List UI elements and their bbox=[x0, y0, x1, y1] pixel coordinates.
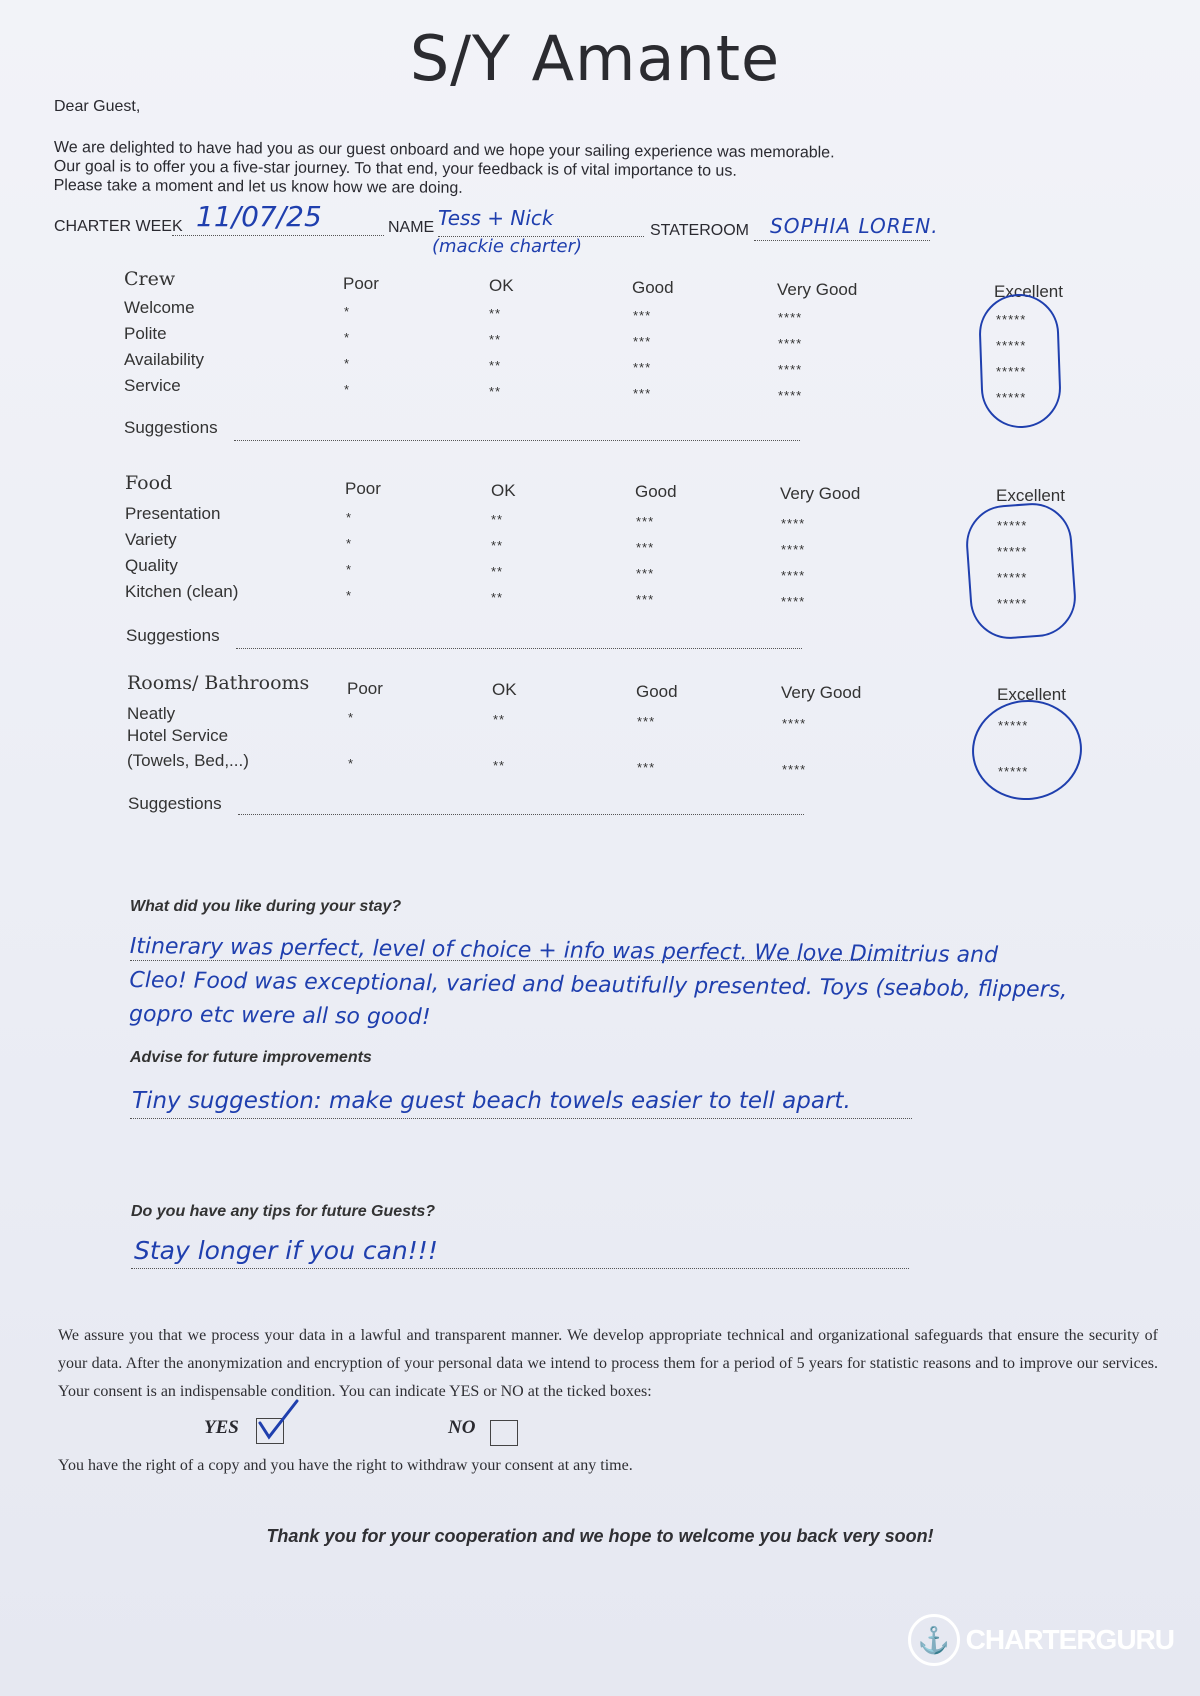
intro-line: Our goal is to offer you a five-star journey. To that end, your feedback is of vital importance to us. bbox=[53, 157, 737, 180]
star-option[interactable]: **** bbox=[778, 362, 803, 377]
improvements-answer[interactable]: Tiny suggestion: make guest beach towels easier to tell apart. bbox=[132, 1088, 851, 1114]
star-option[interactable]: ** bbox=[489, 384, 502, 399]
star-option[interactable]: * bbox=[344, 382, 351, 397]
star-option[interactable]: *** bbox=[636, 540, 655, 555]
liked-answer-line: Cleo! Food was exceptional, varied and beautifully presented. Toys (seabob, flippers, bbox=[129, 967, 1068, 1003]
row-label: Availability bbox=[124, 350, 205, 369]
form-title: S/Y Amante bbox=[409, 22, 781, 95]
star-option[interactable]: *** bbox=[636, 592, 655, 607]
star-option[interactable]: ***** bbox=[996, 312, 1027, 327]
row-label: Presentation bbox=[125, 504, 221, 523]
star-option[interactable]: * bbox=[344, 304, 351, 319]
charterguru-watermark bbox=[908, 1614, 1174, 1666]
star-option[interactable]: *** bbox=[633, 386, 652, 401]
name-label: NAME bbox=[388, 219, 435, 236]
star-option[interactable]: ** bbox=[489, 332, 502, 347]
star-option[interactable]: ***** bbox=[998, 764, 1029, 779]
stateroom-value[interactable]: SOPHIA LOREN. bbox=[770, 214, 939, 238]
col-excellent: Excellent bbox=[994, 282, 1063, 301]
row-label: Polite bbox=[124, 324, 167, 343]
row-label: Variety bbox=[125, 530, 177, 549]
star-option[interactable]: **** bbox=[781, 568, 806, 583]
liked-answer[interactable] bbox=[129, 930, 1170, 1043]
col-good: Good bbox=[632, 278, 674, 297]
tips-answer[interactable]: Stay longer if you can!!! bbox=[134, 1236, 438, 1265]
liked-question: What did you like during your stay? bbox=[130, 898, 402, 915]
anchor-icon: ⚓ bbox=[908, 1614, 960, 1666]
row-label: Quality bbox=[125, 556, 178, 575]
star-option[interactable]: ***** bbox=[997, 544, 1028, 559]
star-option[interactable]: ***** bbox=[998, 718, 1029, 733]
col-ok: OK bbox=[492, 680, 517, 699]
row-label: Kitchen (clean) bbox=[125, 582, 239, 601]
name-value[interactable]: Tess + Nick bbox=[438, 206, 554, 230]
col-poor: Poor bbox=[343, 274, 379, 293]
col-very-good: Very Good bbox=[777, 280, 858, 299]
suggestions-label: Suggestions bbox=[128, 794, 222, 813]
intro-line: Please take a moment and let us know how we are doing. bbox=[53, 176, 463, 197]
charter-week-line bbox=[172, 235, 384, 236]
row-label: Neatly bbox=[127, 704, 176, 723]
star-option[interactable]: ***** bbox=[997, 570, 1028, 585]
star-option[interactable]: *** bbox=[636, 514, 655, 529]
answer-line bbox=[131, 1268, 909, 1269]
row-label: Hotel Service bbox=[127, 726, 229, 745]
liked-answer-line: Itinerary was perfect, level of choice + info was perfect. We love Dimitrius and bbox=[129, 933, 999, 969]
thank-you-note: Thank you for your cooperation and we hope to welcome you back very soon! bbox=[266, 1526, 934, 1546]
star-option[interactable]: ** bbox=[491, 590, 504, 605]
row-label: Service bbox=[124, 376, 181, 395]
suggestions-label: Suggestions bbox=[126, 626, 220, 645]
suggestions-line[interactable] bbox=[234, 440, 800, 441]
charter-week-label: CHARTER WEEK bbox=[54, 218, 183, 235]
excellent-selection-circle bbox=[978, 293, 1063, 430]
greeting: Dear Guest, bbox=[54, 98, 141, 115]
star-option[interactable]: ***** bbox=[997, 596, 1028, 611]
name-note: (mackie charter) bbox=[432, 236, 582, 257]
col-ok: OK bbox=[491, 481, 516, 500]
star-option[interactable]: ** bbox=[489, 358, 502, 373]
star-option[interactable]: * bbox=[344, 330, 351, 345]
star-option[interactable]: ***** bbox=[996, 364, 1027, 379]
section-title-rooms: Rooms/ Bathrooms bbox=[127, 672, 310, 694]
no-label: NO bbox=[448, 1417, 476, 1438]
star-option[interactable]: ** bbox=[491, 512, 504, 527]
section-title-crew: Crew bbox=[124, 268, 176, 290]
star-option[interactable]: **** bbox=[778, 310, 803, 325]
charter-week-value[interactable]: 11/07/25 bbox=[196, 200, 322, 233]
col-very-good: Very Good bbox=[780, 484, 861, 503]
yes-checkbox[interactable] bbox=[256, 1418, 284, 1444]
star-option[interactable]: *** bbox=[633, 360, 652, 375]
stateroom-label: STATEROOM bbox=[650, 222, 749, 239]
stateroom-line bbox=[754, 240, 930, 241]
star-option[interactable]: **** bbox=[781, 516, 806, 531]
star-option[interactable]: * bbox=[346, 536, 353, 551]
excellent-selection-circle bbox=[963, 500, 1078, 641]
yes-label: YES bbox=[204, 1417, 239, 1438]
star-option[interactable]: * bbox=[346, 510, 353, 525]
star-option[interactable]: ** bbox=[491, 538, 504, 553]
star-option[interactable]: **** bbox=[781, 542, 806, 557]
row-label: (Towels, Bed,...) bbox=[127, 751, 249, 770]
section-title-food: Food bbox=[125, 472, 173, 494]
star-option[interactable]: **** bbox=[778, 336, 803, 351]
star-option[interactable]: **** bbox=[782, 762, 807, 777]
suggestions-label: Suggestions bbox=[124, 418, 218, 437]
star-option[interactable]: ** bbox=[489, 306, 502, 321]
star-option[interactable]: *** bbox=[637, 760, 656, 775]
star-option[interactable]: ***** bbox=[996, 390, 1027, 405]
row-label: Welcome bbox=[124, 298, 195, 317]
tips-question: Do you have any tips for future Guests? bbox=[131, 1203, 436, 1220]
intro-paragraph bbox=[54, 138, 835, 200]
star-option[interactable]: **** bbox=[781, 594, 806, 609]
star-option[interactable]: * bbox=[346, 562, 353, 577]
star-option[interactable]: *** bbox=[636, 566, 655, 581]
star-option[interactable]: *** bbox=[633, 308, 652, 323]
checkmark-icon bbox=[257, 1407, 297, 1441]
intro-line: We are delighted to have had you as our guest onboard and we hope your sailing experience was memorable. bbox=[53, 138, 835, 162]
suggestions-line[interactable] bbox=[238, 814, 804, 815]
excellent-selection-circle bbox=[967, 695, 1087, 806]
star-option[interactable]: * bbox=[348, 756, 355, 771]
col-excellent: Excellent bbox=[997, 685, 1066, 704]
star-option[interactable]: **** bbox=[778, 388, 803, 403]
col-poor: Poor bbox=[347, 679, 383, 698]
star-option[interactable]: **** bbox=[782, 716, 807, 731]
col-poor: Poor bbox=[345, 479, 381, 498]
star-option[interactable]: *** bbox=[637, 714, 656, 729]
rights-statement: You have the right of a copy and you have the right to withdraw your consent at any time. bbox=[58, 1457, 633, 1474]
no-checkbox[interactable] bbox=[490, 1420, 518, 1446]
col-very-good: Very Good bbox=[781, 683, 862, 702]
star-option[interactable]: ** bbox=[493, 712, 506, 727]
star-option[interactable]: *** bbox=[633, 334, 652, 349]
watermark-text: CHARTERGURU bbox=[965, 1624, 1174, 1655]
star-option[interactable]: ***** bbox=[997, 518, 1028, 533]
col-ok: OK bbox=[489, 276, 514, 295]
answer-line bbox=[130, 1118, 912, 1119]
star-option[interactable]: * bbox=[344, 356, 351, 371]
suggestions-line[interactable] bbox=[236, 648, 802, 649]
col-excellent: Excellent bbox=[996, 486, 1065, 505]
star-option[interactable]: * bbox=[346, 588, 353, 603]
col-good: Good bbox=[636, 682, 678, 701]
data-privacy-paragraph: We assure you that we process your data in a lawful and transparent manner. We develop appropriate technical and organizational safeguards that ensure the security of your data. After the anonymization and encryption of your personal data we intend to process them for a period of 5 years for statistic reasons and to improve our services. Your consent is an indispensable condition. You can indicate YES or NO at the ticked boxes: bbox=[58, 1327, 1158, 1400]
liked-answer-line: gopro etc were all so good! bbox=[128, 1001, 431, 1031]
star-option[interactable]: ***** bbox=[996, 338, 1027, 353]
star-option[interactable]: * bbox=[348, 710, 355, 725]
improvements-question: Advise for future improvements bbox=[130, 1049, 372, 1066]
star-option[interactable]: ** bbox=[491, 564, 504, 579]
col-good: Good bbox=[635, 482, 677, 501]
star-option[interactable]: ** bbox=[493, 758, 506, 773]
